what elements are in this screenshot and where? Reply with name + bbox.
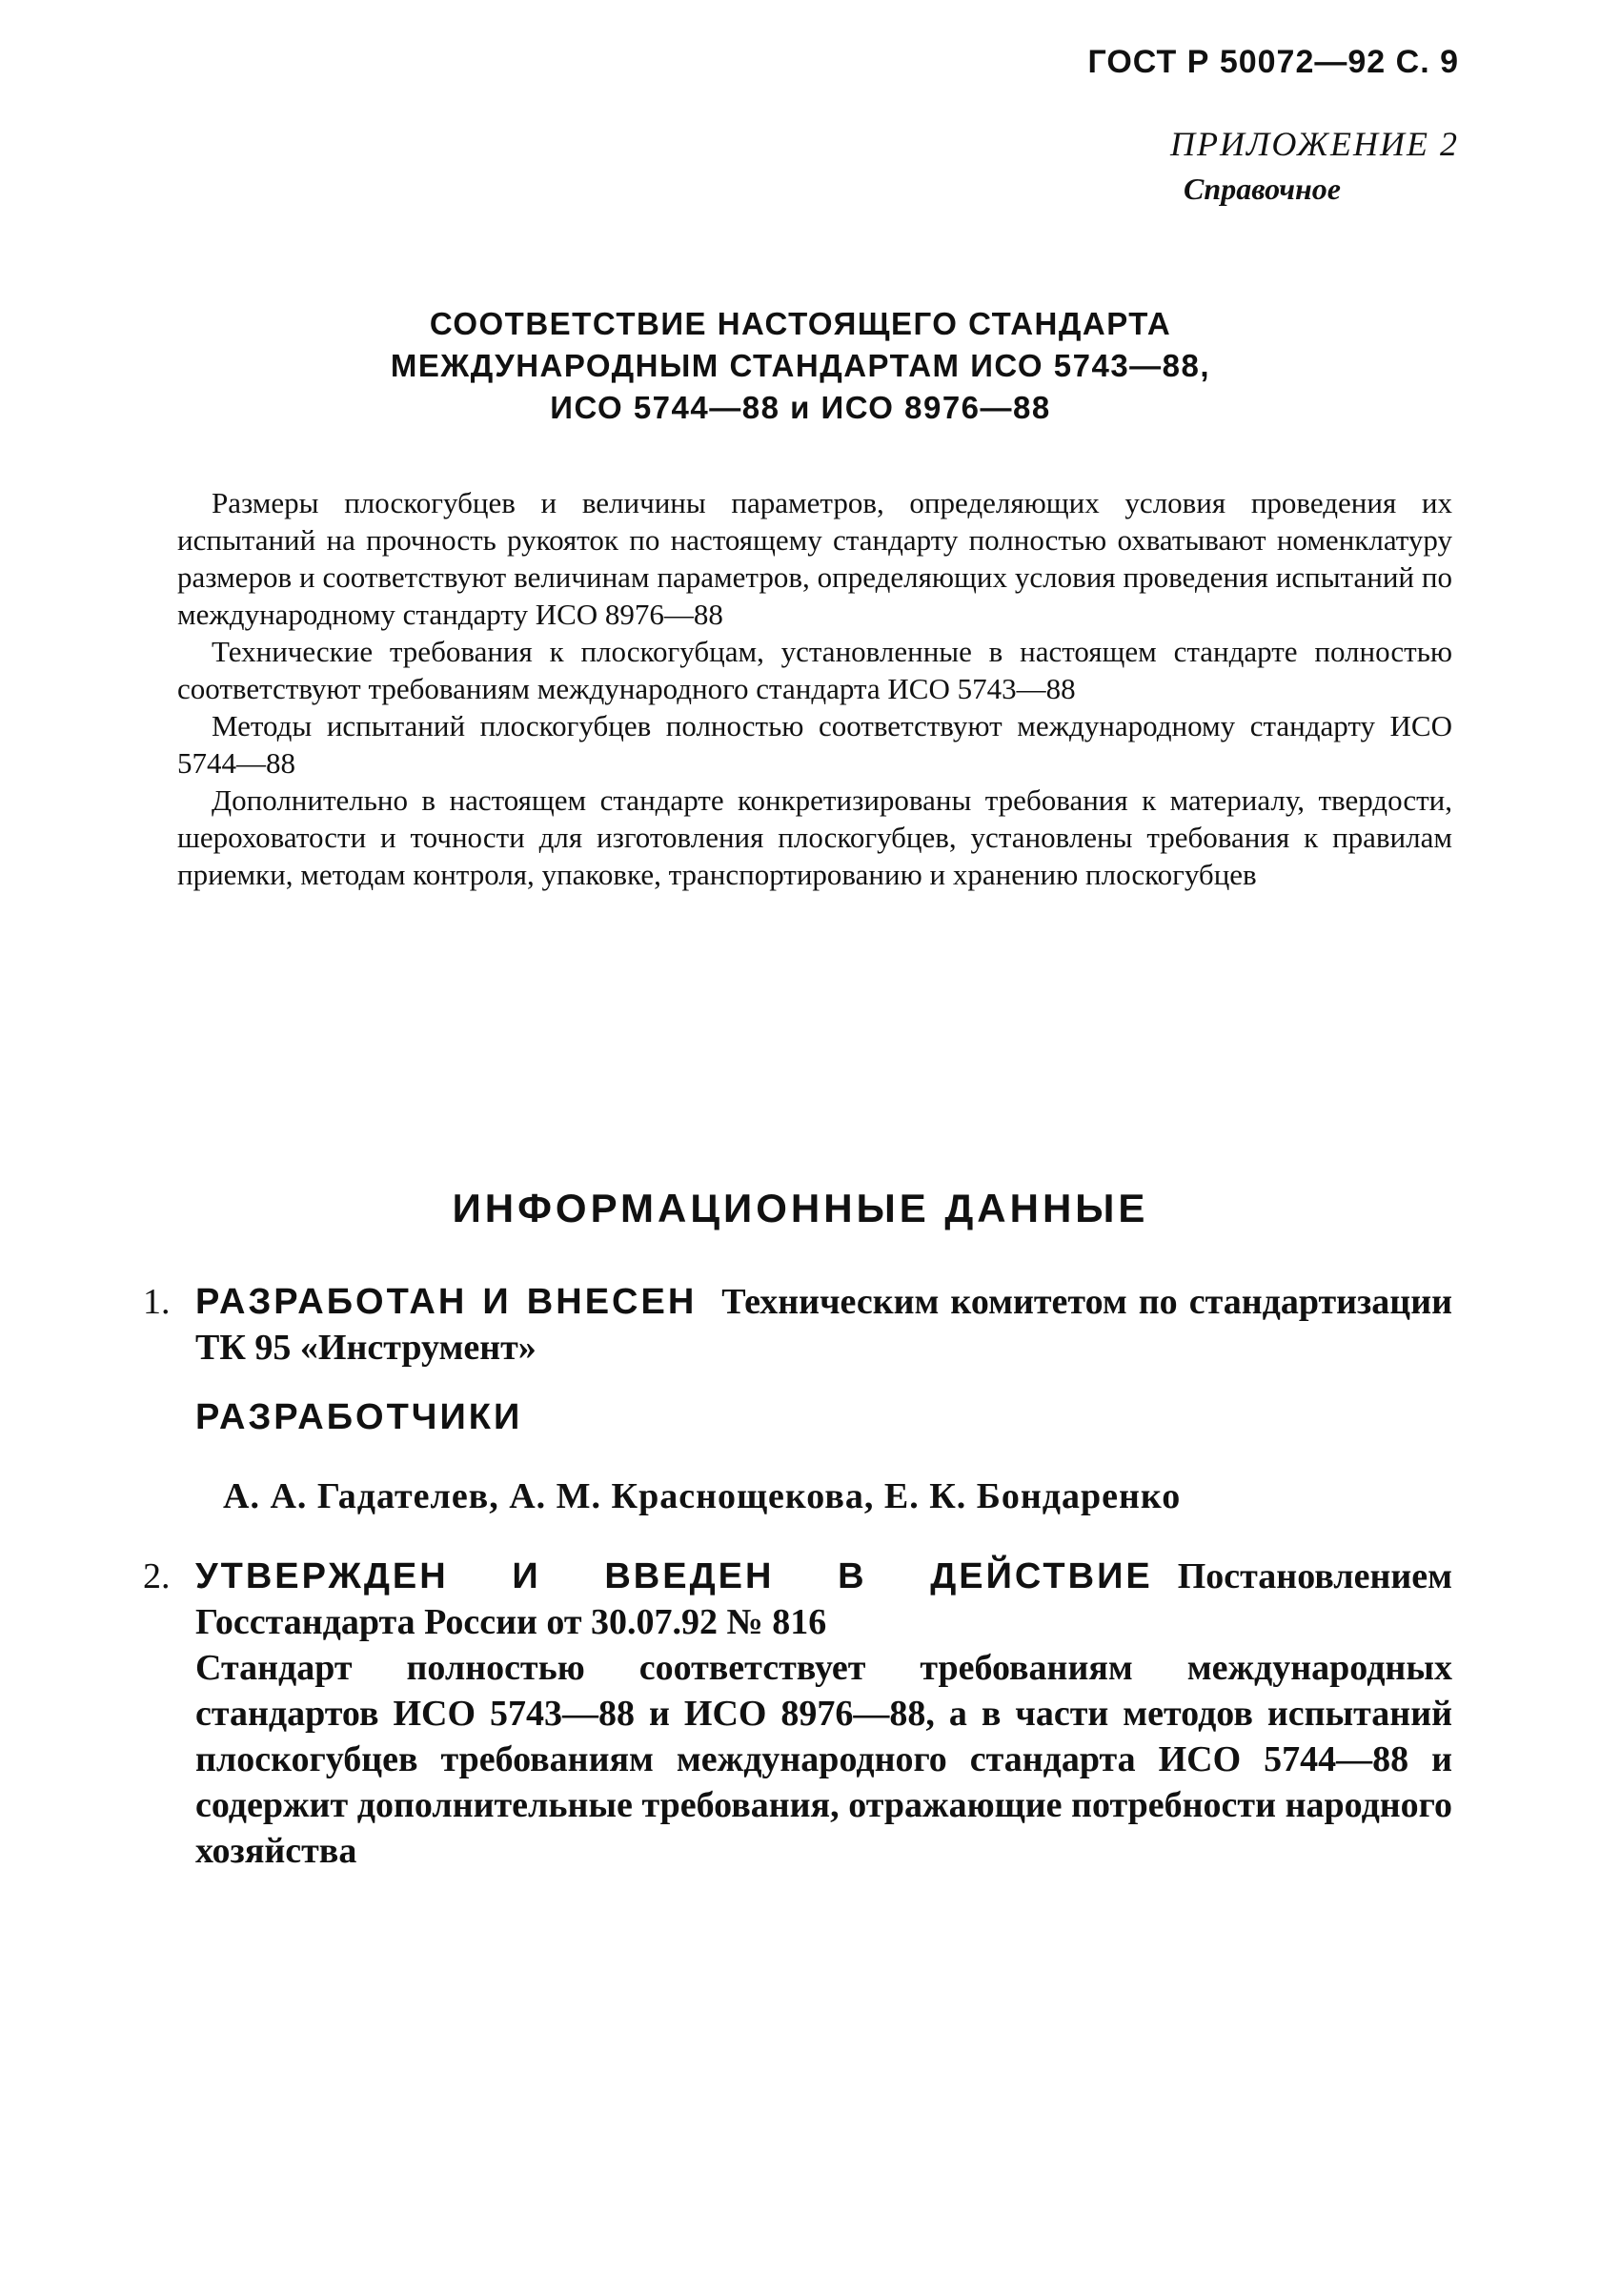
info-item-heading: РАЗРАБОТАН И ВНЕСЕН <box>195 1282 698 1322</box>
appendix-title: ПРИЛОЖЕНИЕ 2 <box>1170 125 1459 163</box>
developers-names: А. А. Гадателев, А. М. Краснощекова, Е. К. Бондаренко <box>223 1476 1182 1516</box>
info-item-text: Техническим комитетом по стандартизации ТК 95 «Инструмент» <box>195 1282 1452 1368</box>
correspondence-title-line: ИСО 5744—88 и ИСО 8976—88 <box>550 390 1051 425</box>
correspondence-title <box>191 303 1410 429</box>
correspondence-paragraph: Размеры плоскогубцев и величины параметров, определяющих условия проведения их испытаний на прочность рукояток по настоящему стандарту полностью охватывают номенклатуру размеров и соответствуют величинам параметров, определяющих условия проведения испытаний по международному стандарту ИСО 8976—88 <box>177 486 1452 631</box>
info-item-number: 2. <box>143 1556 171 1596</box>
info-item-text: Постановлением Госстандарта России от 30.07.92 № 816 <box>195 1556 1452 1642</box>
correspondence-title-line: МЕЖДУНАРОДНЫМ СТАНДАРТАМ ИСО 5743—88, <box>390 348 1211 383</box>
correspondence-paragraph: Технические требования к плоскогубцам, установленные в настоящем стандарте полностью соответствуют требованиям международного стандарта ИСО 5743—88 <box>177 635 1452 705</box>
info-title: ИНФОРМАЦИОННЫЕ ДАННЫЕ <box>452 1186 1149 1230</box>
info-item-2 <box>143 1554 1452 1874</box>
correspondence-paragraph: Дополнительно в настоящем стандарте конкретизированы требования к материалу, твердости, шероховатости и точности для изготовления плоскогубцев, установлены требования к правилам приемки, методам контроля, упаковке, транспортированию и хранению плоскогубцев <box>177 783 1452 891</box>
info-item-1 <box>143 1279 1452 1371</box>
page-header-gost-ref: ГОСТ Р 50072—92 С. 9 <box>1087 44 1459 80</box>
appendix-subtitle: Справочное <box>1184 172 1341 206</box>
developers-title: РАЗРАБОТЧИКИ <box>195 1397 523 1437</box>
correspondence-paragraph: Методы испытаний плоскогубцев полностью соответствуют международному стандарту ИСО 5744—88 <box>177 709 1452 780</box>
correspondence-title-line: СООТВЕТСТВИЕ НАСТОЯЩЕГО СТАНДАРТА <box>429 306 1172 341</box>
info-item-note: Стандарт полностью соответствует требованиям международных стандартов ИСО 5743—88 и ИСО 8976—88, а в части методов испытаний плоскогубцев требованиям международного стандарта ИСО 5744—88 и содержит дополнительные требования, отражающие потребности народного хозяйства <box>195 1648 1452 1871</box>
correspondence-body <box>177 484 1452 893</box>
info-item-heading: УТВЕРЖДЕН И ВВЕДЕН В ДЕЙСТВИЕ <box>195 1556 1153 1596</box>
info-item-number: 1. <box>143 1282 171 1322</box>
